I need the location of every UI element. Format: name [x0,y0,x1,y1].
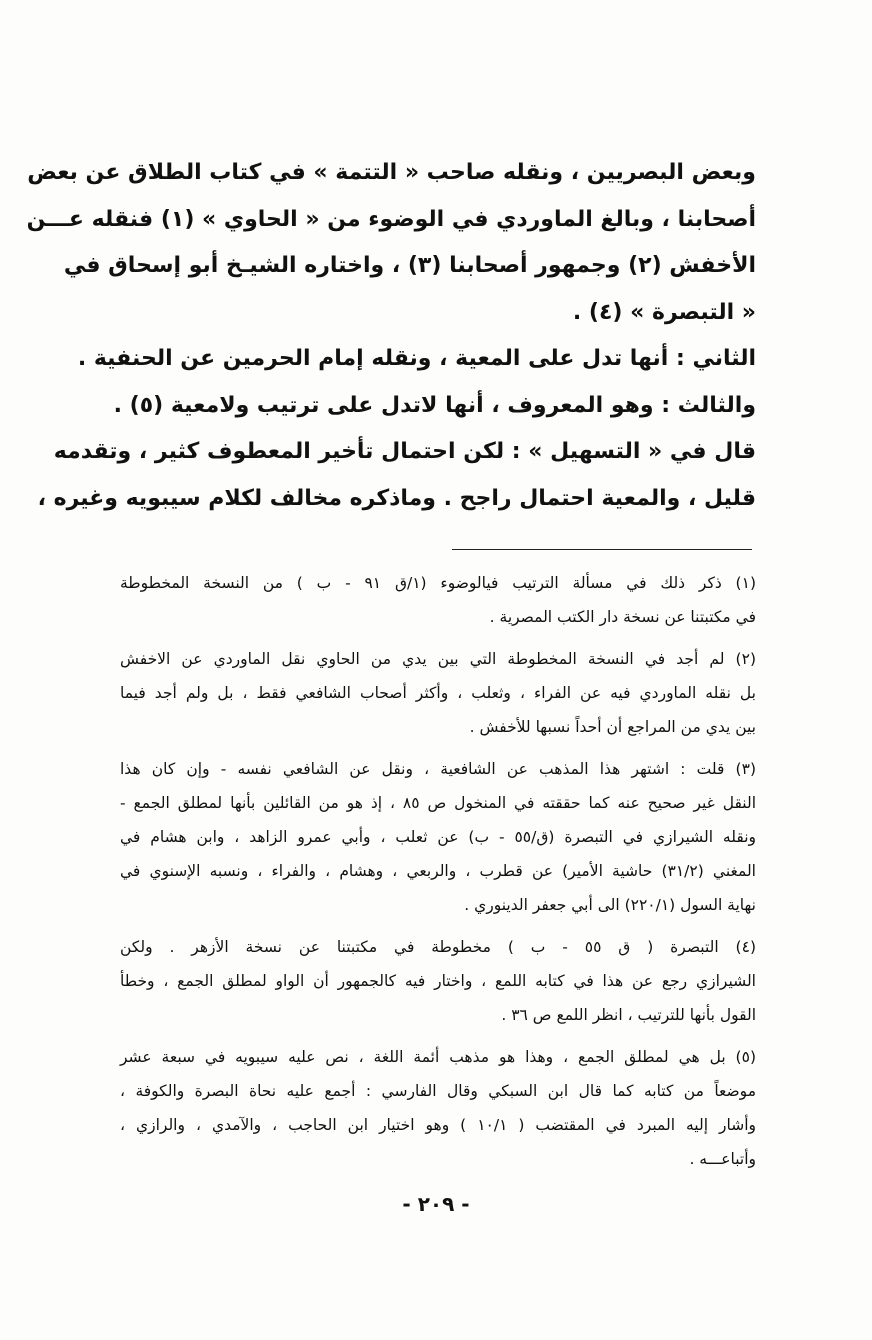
footnote-line: وأشار إليه المبرد في المقتضب ( ١٠/١ ) وهو اختيار ابن الحاجب ، والآمدي ، والرازي ، [120,1116,756,1134]
footnote-line: بين يدي من المراجع أن أحداً نسبها للأخفش . [469,718,756,736]
footnote-1 [120,566,756,634]
main-text-line: قال في « التسهيل » : لكن احتمال تأخير المعطوف كثير ، وتقدمه [53,439,756,464]
main-text-line: الأخفش (٢) وجمهور أصحابنا (٣) ، واختاره الشيـخ أبو إسحاق في [63,253,756,278]
footnote-line: موضعاً من كتابه كما قال ابن السبكي وقال الفارسي : أجمع عليه نحاة البصرة والكوفة ، [120,1082,756,1100]
main-text-line: « التبصرة » (٤) . [572,299,756,325]
footnote-line: (٤) التبصرة ( ق ٥٥ - ب ) مخطوطة في مكتبتنا عن نسخة الأزهر . ولكن [120,938,756,956]
main-text-line: وبعض البصريين ، ونقله صاحب « التتمة » في كتاب الطلاق عن بعض [27,160,756,185]
footnote-3 [120,752,756,922]
footnote-line: في مكتبتنا عن نسخة دار الكتب المصرية . [489,608,756,626]
main-text-line: الثاني : أنها تدل على المعية ، ونقله إمام الحرمين عن الحنفية . [77,346,756,371]
page-number: - ٢٠٩ - [402,1192,470,1216]
footnotes-block [120,566,756,1184]
footnote-line: وأتباعـــه . [689,1150,756,1168]
footnote-separator [452,549,752,550]
footnote-line: الشيرازي رجع عن هذا في كتابه اللمع ، واختار فيه كالجمهور أن الواو لمطلق الجمع ، وخطأ [120,972,756,990]
main-text-block [26,150,756,522]
footnote-line: ونقله الشيرازي في التبصرة (ق/٥٥ - ب) عن ثعلب ، وأبي عمرو الزاهد ، وابن هشام في [120,828,757,846]
footnote-5 [120,1040,756,1176]
footnote-line: (٢) لم أجد في النسخة المخطوطة التي بين يدي من الحاوي نقل الماوردي عن الاخفش [120,650,756,668]
footnote-4 [120,930,756,1032]
footnote-line: بل نقله الماوردي فيه عن الفراء ، وثعلب ، وأكثر أصحاب الشافعي فقط ، بل ولم أجد فيما [120,684,756,702]
footnote-line: (٣) قلت : اشتهر هذا المذهب عن الشافعية ، ونقل عن الشافعي نفسه - وإن كان هذا [120,760,756,778]
main-text-line: أصحابنا ، وبالغ الماوردي في الوضوء من « الحاوي » (١) فنقله عـــن [26,206,756,232]
footnote-line: (٥) بل هي لمطلق الجمع ، وهذا هو مذهب أئمة اللغة ، نص عليه سيبويه في سبعة عشر [120,1048,756,1066]
footnote-2 [120,642,756,744]
footnote-line: نهاية السول (٢٢٠/١) الى أبي جعفر الدينوري . [464,896,756,914]
footnote-line: القول بأنها للترتيب ، انظر اللمع ص ٣٦ . [501,1006,756,1024]
footnote-line: (١) ذكر ذلك في مسألة الترتيب فيالوضوء (١/ق ٩١ - ب ) من النسخة المخطوطة [120,574,756,592]
main-text-line: قليل ، والمعية احتمال راجح . وماذكره مخالف لكلام سيبويه وغيره ، [37,485,756,511]
footnote-line: النقل غير صحيح عنه كما حققته في المنخول ص ٨٥ ، إذ هو من القائلين بأنها لمطلق الجمع - [120,794,756,812]
main-text-line: والثالث : وهو المعروف ، أنها لاتدل على ترتيب ولامعية (٥) . [113,392,756,418]
footnote-line: المغني (٣١/٢) حاشية الأمير) عن قطرب ، والربعي ، وهشام ، والفراء ، ونسبه الإسنوي في [120,862,756,880]
